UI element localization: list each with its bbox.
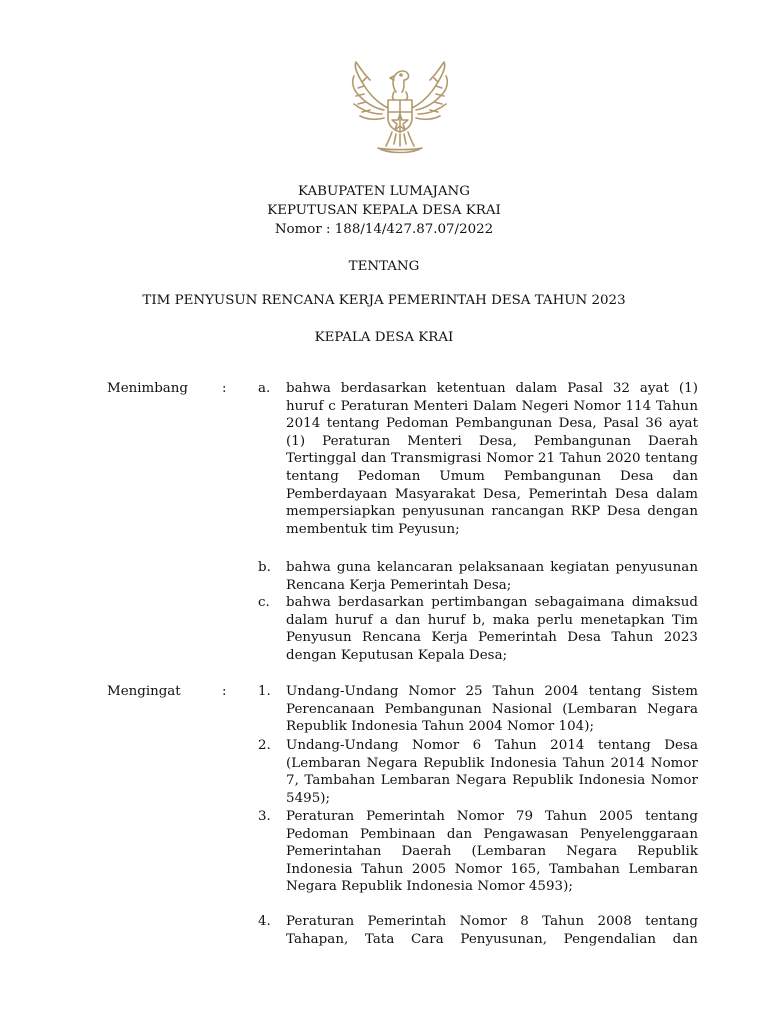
item-text: Undang-Undang Nomor 6 Tahun 2014 tentang Desa (Lembaran Negara Republik Indonesia Tahun 2014 Nomor 7, Tambahan Lembaran Negara Republik Indonesia Nomor 5495); — [286, 738, 698, 806]
item-marker: 2. — [258, 738, 271, 753]
regency-heading: KABUPATEN LUMAJANG — [298, 184, 470, 199]
section-colon: : — [222, 381, 227, 396]
item-text: bahwa berdasarkan pertimbangan sebagaimana dimaksud dalam huruf a dan huruf b, maka perlu menetapkan Tim Penyusun Rencana Kerja Pemerintah Desa Tahun 2023 dengan Keputusan Kepala Desa; — [286, 595, 698, 663]
item-marker: 1. — [258, 684, 271, 699]
item-marker: 3. — [258, 809, 271, 824]
item-text: Peraturan Pemerintah Nomor 8 Tahun 2008 tentang Tahapan, Tata Cara Penyusunan, Pengendalian dan — [286, 914, 698, 947]
legal-basis-item — [258, 808, 698, 896]
item-text: bahwa guna kelancaran pelaksanaan kegiatan penyusunan Rencana Kerja Pemerintah Desa; — [286, 560, 698, 593]
item-marker: a. — [258, 381, 271, 396]
garuda-pancasila-emblem-icon — [344, 52, 456, 160]
section-label-menimbang: Menimbang — [107, 381, 188, 396]
decree-number: Nomor : 188/14/427.87.07/2022 — [274, 222, 494, 237]
consideration-item — [258, 380, 698, 538]
item-marker: c. — [258, 595, 270, 610]
item-text: bahwa berdasarkan ketentuan dalam Pasal 32 ayat (1) huruf c Peraturan Menteri Dalam Negeri Nomor 114 Tahun 2014 tentang Pedoman Pembangunan Desa, Pasal 36 ayat (1) Peraturan Menteri Desa, Pembangunan Daerah Tertinggal dan Transmigrasi Nomor 21 Tahun 2020 tentang tentang Pedoman Umum Pembangunan Desa dan Pemberdayaan Masyarakat Desa, Pemerintah Desa dalam mempersiapkan penyusunan rancangan RKP Desa dengan membentuk tim Peyusun; — [286, 381, 698, 537]
about-heading: TENTANG — [348, 259, 420, 274]
section-label-mengingat: Mengingat — [107, 684, 181, 699]
consideration-item — [258, 559, 698, 594]
consideration-item — [258, 594, 698, 664]
legal-basis-item — [258, 737, 698, 807]
section-colon: : — [222, 684, 227, 699]
item-marker: b. — [258, 560, 271, 575]
official-heading: KEPALA DESA KRAI — [314, 330, 454, 345]
subject-heading: TIM PENYUSUN RENCANA KERJA PEMERINTAH DESA TAHUN 2023 — [142, 293, 626, 308]
legal-basis-item — [258, 683, 698, 736]
item-marker: 4. — [258, 914, 271, 929]
decree-heading: KEPUTUSAN KEPALA DESA KRAI — [267, 203, 501, 218]
item-text: Undang-Undang Nomor 25 Tahun 2004 tentang Sistem Perencanaan Pembangunan Nasional (Lembaran Negara Republik Indonesia Tahun 2004 Nomor 104); — [286, 684, 698, 735]
item-text: Peraturan Pemerintah Nomor 79 Tahun 2005 tentang Pedoman Pembinaan dan Pengawasan Penyelenggaraan Pemerintahan Daerah (Lembaran Negara Republik Indonesia Tahun 2005 Nomor 165, Tambahan Lembaran Negara Republik Indonesia Nomor 4593); — [286, 809, 698, 895]
legal-basis-item — [258, 913, 698, 948]
